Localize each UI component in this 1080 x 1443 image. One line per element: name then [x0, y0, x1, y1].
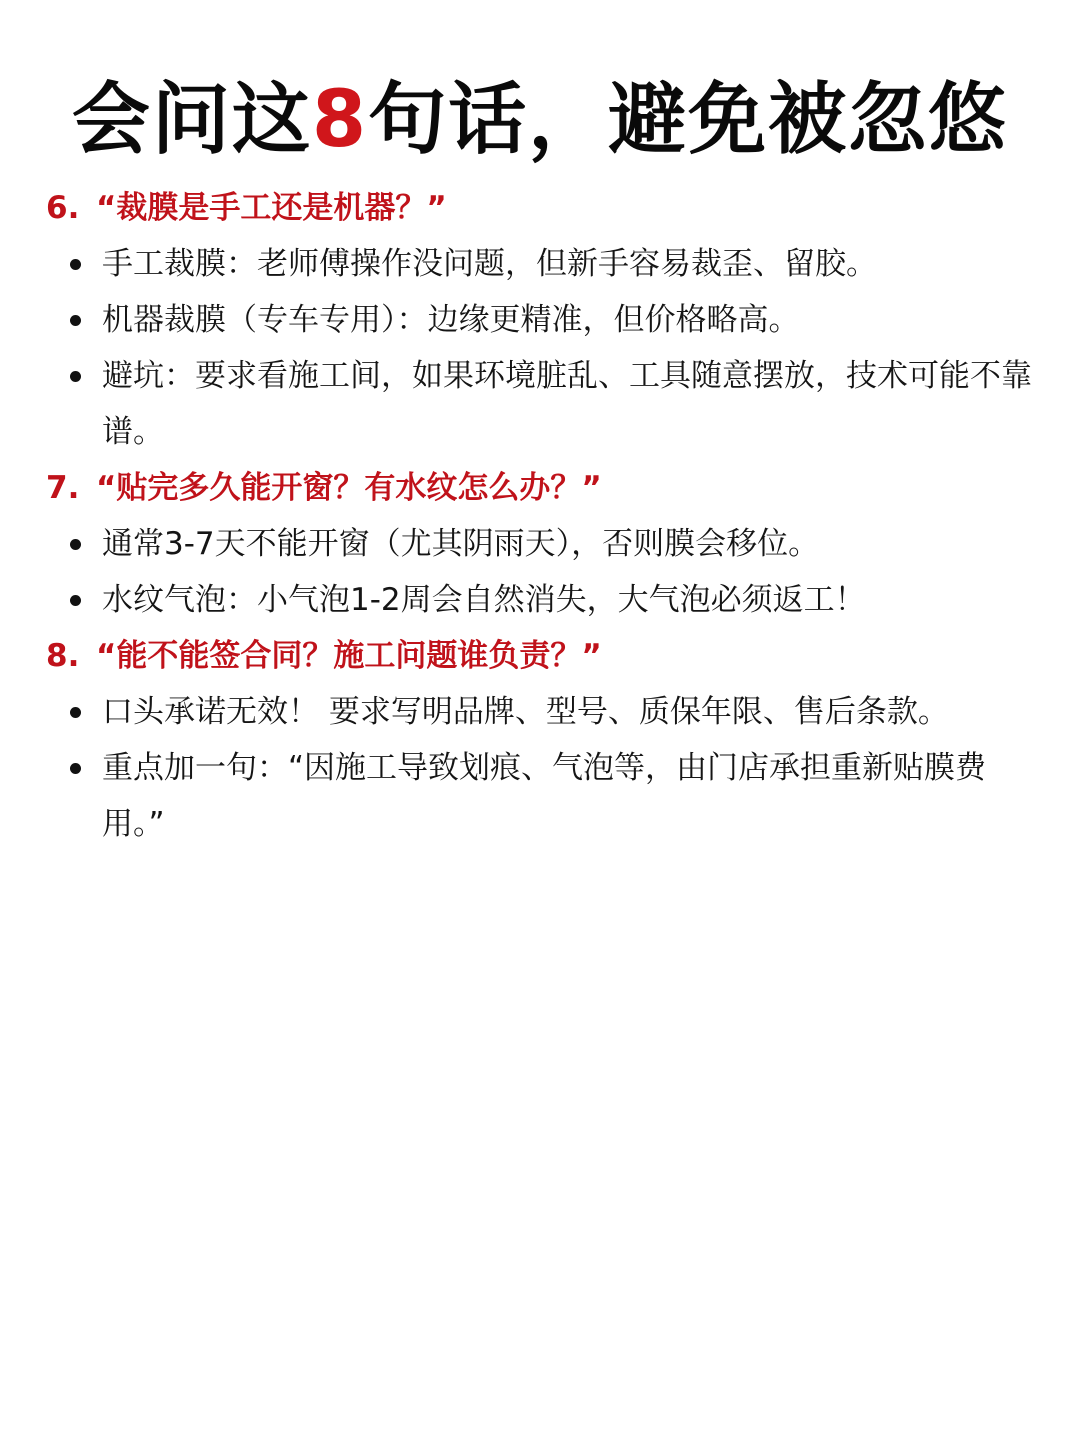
bullet-dot-icon: [70, 371, 81, 382]
title-suffix: 句话，避免被忽悠: [368, 75, 1009, 165]
bullet-dot-icon: [70, 595, 81, 606]
question-text: “裁膜是手工还是机器？”: [96, 190, 447, 226]
bullet-item: [46, 516, 1036, 572]
bullet-item: [46, 572, 1036, 628]
bullet-text: 机器裁膜（专车专用）：边缘更精准，但价格略高。: [102, 302, 800, 338]
question-text: “能不能签合同？施工问题谁负责？”: [96, 638, 602, 674]
bullet-dot-icon: [70, 707, 81, 718]
bullet-dot-icon: [70, 259, 81, 270]
bullet-item: [46, 740, 1036, 852]
bullet-dot-icon: [70, 315, 81, 326]
title-prefix: 会问这: [71, 75, 312, 165]
bullet-text: 口头承诺无效！ 要求写明品牌、型号、质保年限、售后条款。: [102, 694, 949, 730]
bullet-dot-icon: [70, 763, 81, 774]
question-number: 7.: [46, 470, 80, 506]
bullet-item: [46, 348, 1036, 460]
bullet-text: 手工裁膜：老师傅操作没问题，但新手容易裁歪、留胶。: [102, 246, 877, 282]
question-number: 8.: [46, 638, 80, 674]
question-text: “贴完多久能开窗？有水纹怎么办？”: [96, 470, 602, 506]
question-list: [46, 180, 1036, 852]
bullet-text: 避坑：要求看施工间，如果环境脏乱、工具随意摆放，技术可能不靠谱。: [102, 358, 1032, 450]
bullet-item: [46, 292, 1036, 348]
page-title: [0, 72, 1080, 168]
bullet-text: 重点加一句：“因施工导致划痕、气泡等，由门店承担重新贴膜费用。”: [102, 750, 987, 842]
bullet-dot-icon: [70, 539, 81, 550]
title-number: 8: [311, 75, 369, 165]
bullet-item: [46, 236, 1036, 292]
bullet-text: 通常3-7天不能开窗（尤其阴雨天），否则膜会移位。: [102, 526, 820, 562]
bullet-text: 水纹气泡：小气泡1-2周会自然消失，大气泡必须返工！: [102, 582, 866, 618]
question-heading: [46, 628, 1036, 684]
bullet-item: [46, 684, 1036, 740]
question-heading: [46, 180, 1036, 236]
question-heading: [46, 460, 1036, 516]
question-number: 6.: [46, 190, 80, 226]
